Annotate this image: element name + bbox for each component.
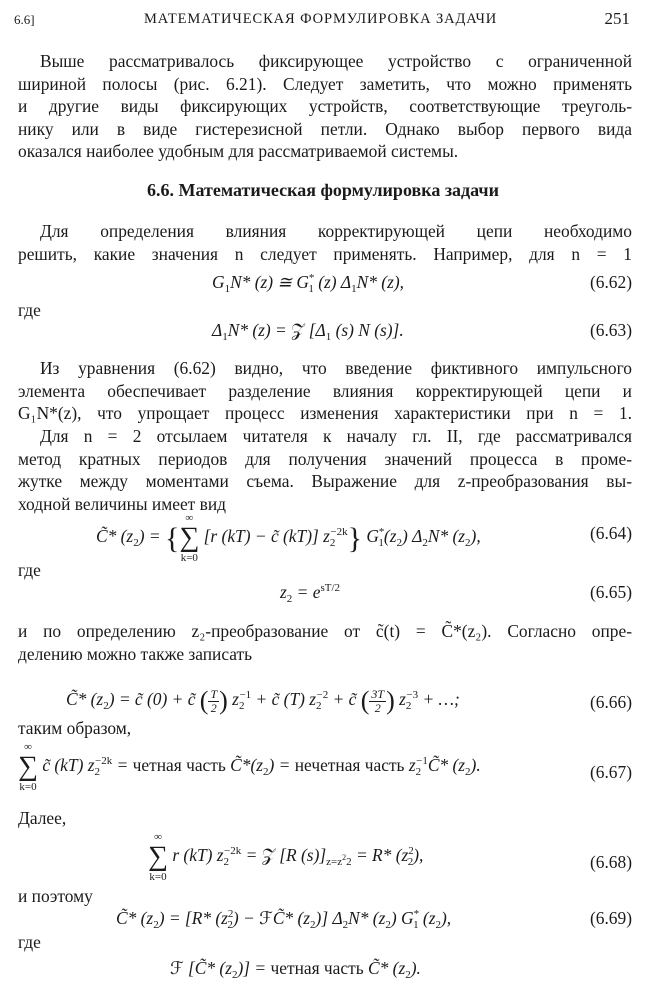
paragraph-intro bbox=[18, 50, 632, 163]
equation-number: (6.66) bbox=[589, 692, 632, 712]
equation-body: ∞ ∑ k=0 r (kT) $z_2^{-2k}$ = 𝒵 [R $(s)]_{z=z^22} = R*$ $(z^2_2)$, bbox=[148, 831, 424, 883]
text-line: Для определения влияния корректирующей цепи необходимо bbox=[40, 221, 632, 241]
equation-6-67 bbox=[18, 740, 632, 800]
equation-body: ℱ [C̃* $(z_2)$] = четная часть C̃* $(z_2)$. bbox=[170, 958, 421, 981]
text-line: Выше рассматривалось фиксирующее устройство с ограниченной bbox=[40, 51, 632, 71]
paragraph-multirate bbox=[18, 425, 632, 515]
equation-number: (6.65) bbox=[589, 582, 632, 602]
equation-6-63 bbox=[18, 320, 632, 346]
equation-body: $\Delta_1N*$ (z) = 𝒵 [$\Delta_1$ (s) N (s)]. bbox=[212, 320, 404, 343]
equation-body: ∞ ∑ k=0 c̃ (kT) $z_2^{-2k}$ = четная часть $C̃*(z_2)$ = нечетная часть $z_2^{-1}C̃*$ $(z_2)$. bbox=[18, 741, 481, 793]
header-section: 6.6] bbox=[14, 12, 35, 27]
equation-number: (6.62) bbox=[589, 272, 632, 292]
equation-body: C̃* $(z_2)$ = c̃ (0) + c̃ ( $\frac{T}{2}$ ) $z_2^{-1}$ + c̃ (T) $z_2^{-2}$ + c̃ ( $\frac{3T}{2}$ ) $z_2^{-3}$ + …; bbox=[66, 686, 460, 715]
equation-6-66 bbox=[18, 680, 632, 720]
running-header bbox=[14, 9, 630, 33]
text-line: Из уравнения (6.62) видно, что введение фиктивного импульсного bbox=[40, 358, 632, 378]
word-where: где bbox=[18, 560, 41, 580]
text-line: решить, какие значения n следует применять. Например, для n = 1 bbox=[18, 243, 632, 264]
text-line: делению можно также записать bbox=[18, 643, 253, 664]
word-where: где bbox=[18, 300, 41, 320]
label-even-part: четная часть bbox=[270, 958, 364, 978]
text-line: шириной полосы (рис. 6.21). Следует заметить, что можно применять bbox=[18, 73, 632, 94]
page-number: 251 bbox=[604, 9, 630, 28]
text-line: Для n = 2 отсылаем читателя к началу гл. II, где рассматривался bbox=[40, 426, 632, 446]
text-line: элемента обеспечивает разделение влияния корректирующей цепи и bbox=[18, 380, 632, 401]
header-title: МАТЕМАТИЧЕСКАЯ ФОРМУЛИРОВКА ЗАДАЧИ bbox=[144, 11, 498, 27]
equation-number: (6.68) bbox=[589, 852, 632, 872]
equation-6-69 bbox=[18, 908, 632, 934]
equation-6-68 bbox=[18, 830, 632, 890]
text-line: ходной величины имеет вид bbox=[18, 493, 226, 514]
text-line: G₁N*(z), что упрощает процесс изменения характеристики при n = 1. bbox=[18, 403, 632, 424]
word-further: Далее, bbox=[18, 808, 67, 828]
text-line: оказался наиболее удобным для рассматриваемой системы. bbox=[18, 141, 459, 162]
text-line: и по определению z₂-преобразование от c̃(t) = C̃*(z₂). Согласно опре- bbox=[18, 621, 632, 641]
equation-number: (6.67) bbox=[589, 762, 632, 782]
text-line: метод кратных периодов для получения значений процесса в проме- bbox=[18, 448, 632, 469]
equation-6-65 bbox=[18, 582, 632, 608]
word-thus: таким образом, bbox=[18, 718, 132, 738]
equation-body: $G_1N*$ (z) ≅ $G^*_1$ (z) $\Delta_1N*$ (z), bbox=[212, 272, 404, 295]
equation-number: (6.69) bbox=[589, 908, 632, 928]
equation-6-62 bbox=[18, 272, 632, 298]
text-line: и другие виды фиксирующих устройств, соответствующие треуголь- bbox=[18, 96, 632, 117]
label-odd-part: нечетная часть bbox=[294, 755, 405, 775]
paragraph-analysis bbox=[18, 357, 632, 425]
equation-body: C̃* $(z_2) = [R*$ $(z^2_2)$ − ℱC̃* $(z_2)$] $\Delta_2N*$ $(z_2)$ $G^*_1$ $(z_2)$, bbox=[116, 908, 452, 931]
word-and-so: и поэтому bbox=[18, 886, 93, 906]
equation-even-part-definition bbox=[18, 958, 632, 984]
paragraph-z2-transform bbox=[18, 620, 632, 665]
equation-body: $z_2 = e^{sT/2}$ bbox=[280, 582, 340, 605]
text-line: жутке между моментами съема. Выражение для z-преобразования вы- bbox=[18, 471, 632, 492]
equation-number: (6.63) bbox=[589, 320, 632, 340]
paragraph-definition bbox=[18, 220, 632, 265]
label-even-part: четная часть bbox=[132, 755, 226, 775]
section-heading: 6.6. Математическая формулировка задачи bbox=[147, 180, 499, 200]
equation-body: C̃* $(z_2)$ = { ∞ ∑ k=0 [r (kT) − c̃ (kT)] $z_2^{-2k}$} $G^*_1(z_2)$ $\Delta_2N*$ $(z_2)$, bbox=[96, 512, 481, 564]
text-line: нику или в виде гистерезисной петли. Однако выбор первого вида bbox=[18, 118, 632, 139]
equation-6-64 bbox=[18, 505, 632, 563]
equation-number: (6.64) bbox=[589, 523, 632, 543]
word-where: где bbox=[18, 932, 41, 952]
